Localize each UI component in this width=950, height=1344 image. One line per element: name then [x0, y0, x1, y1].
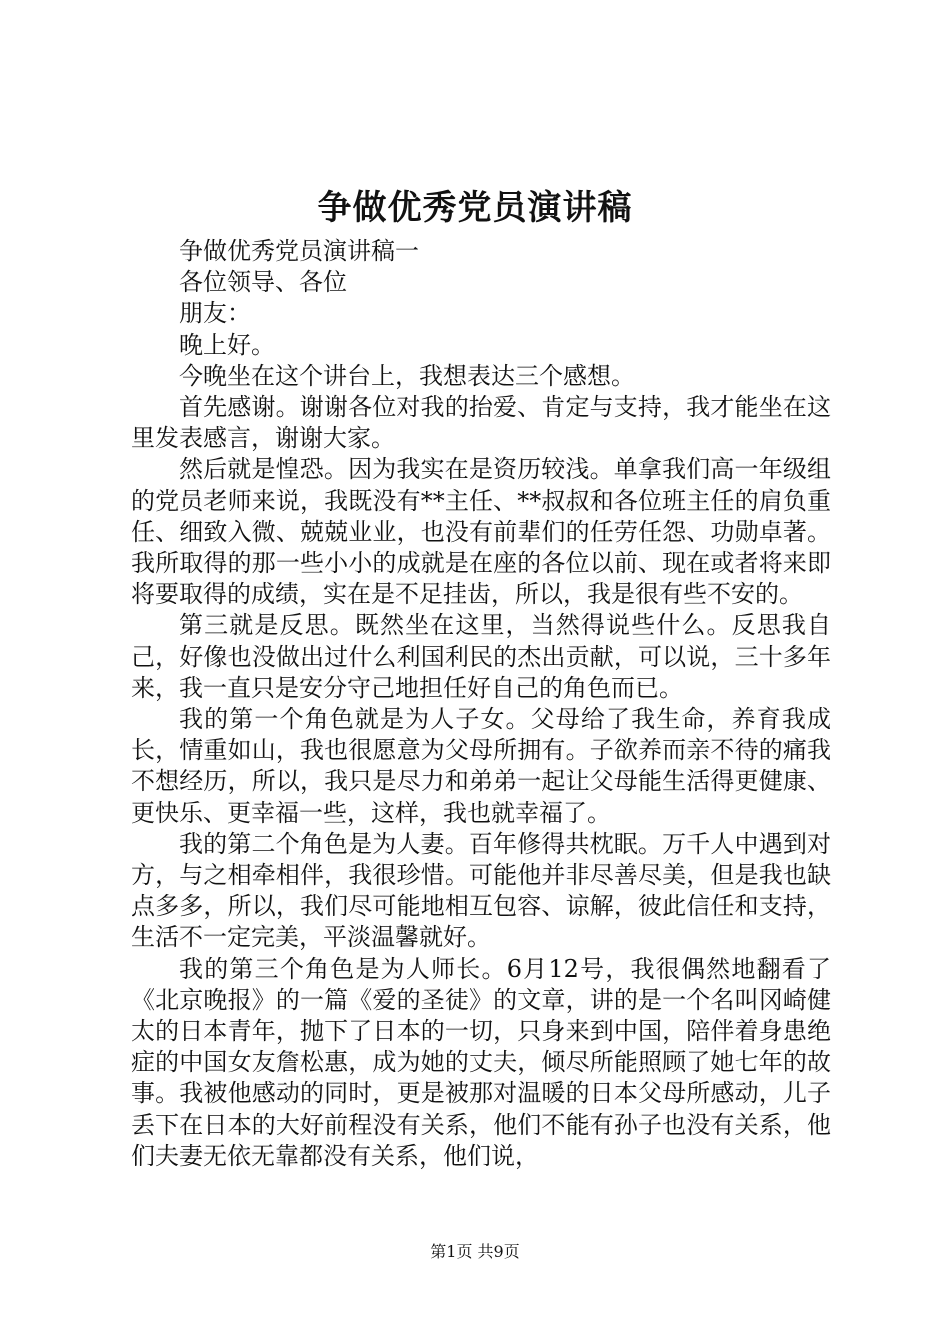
- document-body: [131, 236, 831, 1172]
- paragraph: 我的第二个角色是为人妻。百年修得共枕眠。万千人中遇到对方，与之相牵相伴，我很珍惜。可能他并非尽善尽美，但是我也缺点多多，所以，我们尽可能地相互包容、谅解，彼此信任和支持，生活不一定完美，平淡温馨就好。: [131, 829, 831, 952]
- paragraph: 争做优秀党员演讲稿一: [179, 237, 419, 265]
- paragraph: 然后就是惶恐。因为我实在是资历较浅。单拿我们高一年级组的党员老师来说，我既没有**主任、**叔叔和各位班主任的肩负重任、细致入微、兢兢业业，也没有前辈们的任劳任怨、功勋卓著。我所取得的那一些小小的成就是在座的各位以前、现在或者将来即将要取得的成绩，实在是不足挂齿，所以，我是很有些不安的。: [131, 455, 831, 609]
- paragraph: 今晚坐在这个讲台上，我想表达三个感想。: [179, 361, 635, 390]
- paragraph: 首先感谢。谢谢各位对我的抬爱、肯定与支持，我才能坐在这里发表感言，谢谢大家。: [131, 393, 831, 453]
- paragraph: 第三就是反思。既然坐在这里，当然得说些什么。反思我自己，好像也没做出过什么利国利民的杰出贡献，可以说，三十多年来，我一直只是安分守己地担任好自己的角色而已。: [131, 611, 831, 702]
- paragraph: 朋友：: [179, 299, 251, 328]
- page-title: 争做优秀党员演讲稿: [317, 188, 633, 228]
- paragraph: 晚上好。: [179, 330, 275, 359]
- paragraph: 我的第一个角色就是为人子女。父母给了我生命，养育我成长，情重如山，我也很愿意为父母所拥有。子欲养而亲不待的痛我不想经历，所以，我只是尽力和弟弟一起让父母能生活得更健康、更快乐、更幸福一些，这样，我也就幸福了。: [131, 705, 831, 827]
- paragraph: 各位领导、各位: [179, 268, 347, 297]
- page-number-footer: 第1页 共9页: [430, 1242, 520, 1261]
- paragraph: 我的第三个角色是为人师长。6月12号，我很偶然地翻看了《北京晚报》的一篇《爱的圣徒》的文章，讲的是一个名叫冈崎健太的日本青年，抛下了日本的一切，只身来到中国，陪伴着身患绝症的中国女友詹松惠，成为她的丈夫，倾尽所能照顾了她七年的故事。我被他感动的同时，更是被那对温暖的日本父母所感动，儿子丢下在日本的大好前程没有关系，他们不能有孙子也没有关系，他们夫妻无依无靠都没有关系，他们说，: [131, 954, 831, 1170]
